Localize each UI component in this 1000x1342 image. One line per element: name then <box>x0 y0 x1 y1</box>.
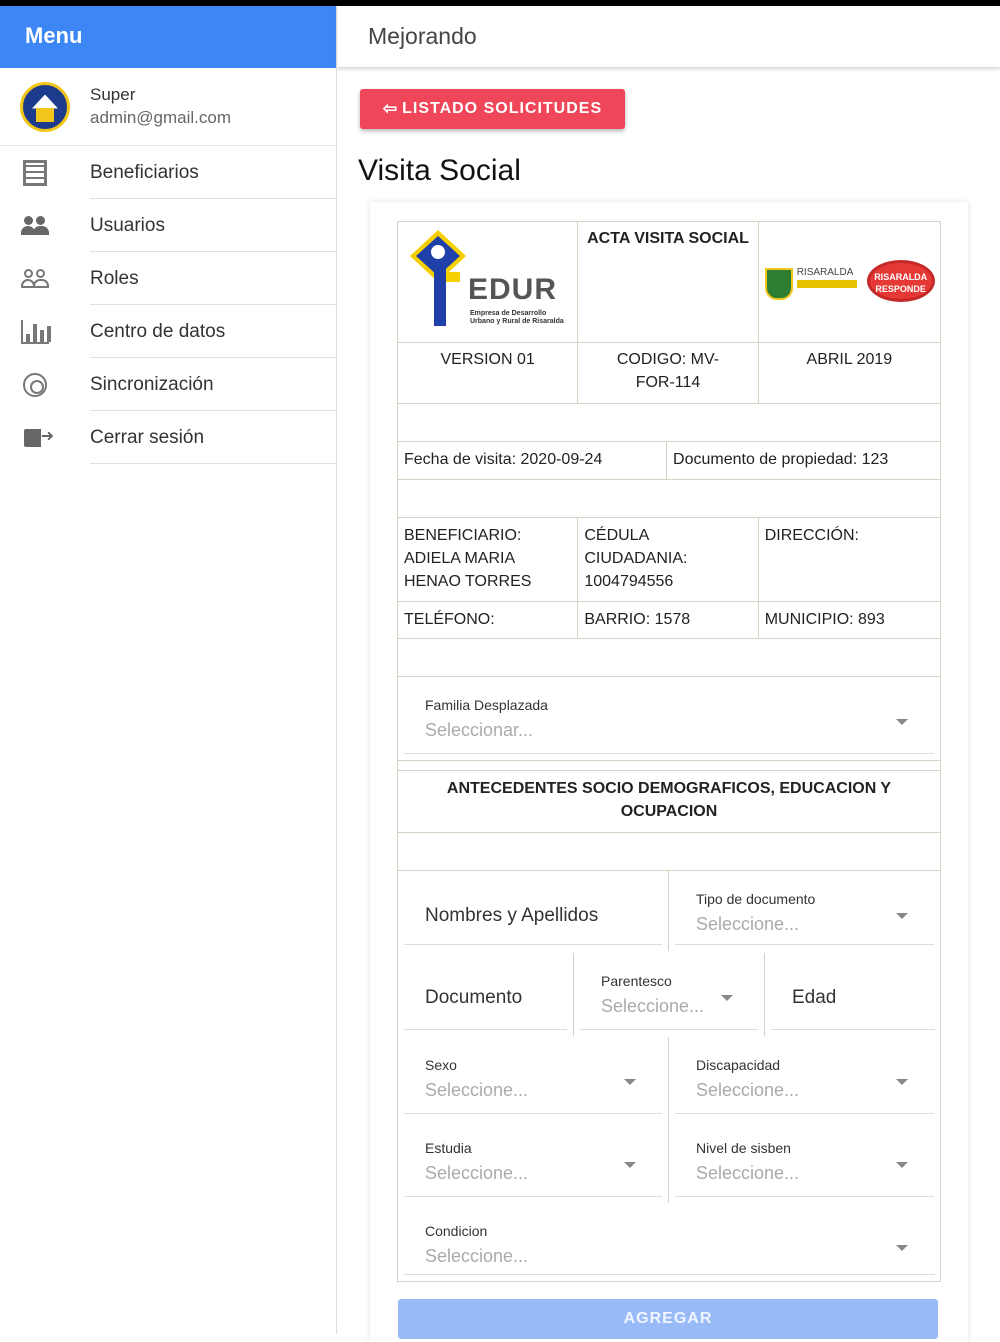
spacer-row <box>398 480 940 518</box>
spacer-row <box>398 833 940 871</box>
edur-logo <box>398 222 578 342</box>
sidebar-title: Menu <box>0 6 336 68</box>
fecha-visita: Fecha de visita: 2020-09-24 <box>398 442 667 479</box>
sexo-select[interactable] <box>398 1037 669 1120</box>
sexo-value: Seleccione... <box>425 1080 529 1100</box>
spacer-row <box>398 404 940 442</box>
direccion-cell: DIRECCIÓN: <box>764 527 859 544</box>
user-name: Super <box>90 85 136 104</box>
fecha-doc-cell: ABRIL 2019 <box>806 351 893 368</box>
nivel-sisben-label: Nivel de sisben <box>696 1140 791 1156</box>
main-content <box>338 6 1000 1334</box>
nivel-sisben-select[interactable] <box>669 1120 941 1203</box>
app-title: Mejorando <box>338 6 1000 68</box>
spacer-row <box>398 761 940 771</box>
sidebar-item-sincronizacion[interactable] <box>0 358 336 411</box>
familia-desplazada-label: Familia Desplazada <box>425 697 548 713</box>
listado-solicitudes-button[interactable] <box>360 89 625 129</box>
estudia-label: Estudia <box>425 1140 472 1156</box>
condicion-select[interactable] <box>398 1203 941 1281</box>
avatar <box>20 82 70 132</box>
form-header-row <box>398 222 940 343</box>
chevron-down-icon <box>896 719 908 725</box>
spacer-row <box>398 639 940 677</box>
back-arrow-icon: ⇦ <box>382 99 399 118</box>
edur-key-icon <box>408 228 468 328</box>
sidebar-item-label: Roles <box>90 267 139 289</box>
people-icon <box>21 216 49 236</box>
government-logos <box>759 222 940 342</box>
people-outline-icon <box>21 269 49 289</box>
beneficiario-cell: BENEFICIARIO: ADIELA MARIA HENAO TORRES <box>398 518 578 601</box>
risaralda-responde-badge: RISARALDA RESPONDE <box>867 260 935 302</box>
condicion-label: Condicion <box>425 1223 488 1239</box>
user-profile <box>0 68 336 146</box>
sidebar-item-label: Beneficiarios <box>90 161 199 183</box>
bar-chart-icon <box>21 320 49 344</box>
sidebar-nav <box>0 146 336 464</box>
member-form <box>398 871 940 1281</box>
building-icon <box>23 160 47 186</box>
condicion-value: Seleccione... <box>425 1246 529 1266</box>
beneficiario-row <box>398 518 940 602</box>
sidebar <box>0 6 337 1334</box>
sidebar-item-label: Centro de datos <box>90 320 226 342</box>
tipo-documento-select[interactable] <box>669 871 941 951</box>
contact-row <box>398 602 940 639</box>
gov-logo-text: RISARALDA <box>796 267 854 278</box>
sync-icon <box>23 373 47 397</box>
municipio-cell: MUNICIPIO: 893 <box>764 611 885 628</box>
sidebar-item-label: Sincronización <box>90 373 214 395</box>
form-card <box>370 202 968 1342</box>
edad-field[interactable] <box>765 953 941 1036</box>
listado-solicitudes-label: LISTADO SOLICITUDES <box>402 100 603 117</box>
documento-field[interactable] <box>398 953 574 1036</box>
logout-icon <box>24 429 46 447</box>
version-cell: VERSION 01 <box>398 343 578 403</box>
documento-propiedad: Documento de propiedad: 123 <box>673 451 889 468</box>
chevron-down-icon <box>624 1079 636 1085</box>
doc-title: ACTA VISITA SOCIAL <box>578 222 758 342</box>
barrio-cell: BARRIO: 1578 <box>578 602 758 638</box>
codigo-cell: CODIGO: MV-FOR-114 <box>578 343 758 403</box>
chevron-down-icon <box>624 1162 636 1168</box>
sidebar-item-centro-datos[interactable] <box>0 305 336 358</box>
sidebar-item-beneficiarios[interactable] <box>0 146 336 199</box>
section-title: ANTECEDENTES SOCIO DEMOGRAFICOS, EDUCACION Y OCUPACION <box>446 780 892 820</box>
estudia-select[interactable] <box>398 1120 669 1203</box>
parentesco-select[interactable] <box>574 953 765 1036</box>
cedula-cell: CÉDULA CIUDADANIA: 1004794556 <box>578 518 758 601</box>
nombres-field[interactable] <box>398 871 669 951</box>
discapacidad-value: Seleccione... <box>696 1080 800 1100</box>
sexo-label: Sexo <box>425 1057 457 1073</box>
chevron-down-icon <box>721 995 733 1001</box>
discapacidad-select[interactable] <box>669 1037 941 1120</box>
discapacidad-label: Discapacidad <box>696 1057 781 1073</box>
tipo-documento-value: Seleccione... <box>696 914 800 934</box>
form-meta-row <box>398 343 940 404</box>
chevron-down-icon <box>896 913 908 919</box>
risaralda-shield-icon <box>765 268 793 300</box>
chevron-down-icon <box>896 1079 908 1085</box>
edad-label: Edad <box>792 987 837 1008</box>
familia-desplazada-value: Seleccionar... <box>425 720 534 740</box>
fecha-row <box>398 442 940 480</box>
gov-logo-band <box>797 280 857 288</box>
nombres-label: Nombres y Apellidos <box>425 905 599 926</box>
parentesco-label: Parentesco <box>601 973 672 989</box>
sidebar-item-cerrar-sesion[interactable] <box>0 411 336 464</box>
nivel-sisben-value: Seleccione... <box>696 1163 800 1183</box>
user-email: admin@gmail.com <box>90 108 232 127</box>
familia-desplazada-select[interactable] <box>398 677 940 761</box>
tipo-documento-label: Tipo de documento <box>696 891 816 907</box>
chevron-down-icon <box>896 1162 908 1168</box>
edur-logo-subtitle: Empresa de Desarrollo Urbano y Rural de Risaralda <box>470 310 564 325</box>
sidebar-item-roles[interactable] <box>0 252 336 305</box>
telefono-cell: TELÉFONO: <box>398 602 578 638</box>
parentesco-value: Seleccione... <box>601 996 705 1016</box>
sidebar-item-label: Usuarios <box>90 214 165 236</box>
chevron-down-icon <box>896 1245 908 1251</box>
sidebar-item-usuarios[interactable] <box>0 199 336 252</box>
acta-form <box>397 221 941 1282</box>
page-title: Visita Social <box>358 154 521 187</box>
documento-label: Documento <box>425 987 523 1008</box>
agregar-button[interactable]: AGREGAR <box>398 1299 938 1339</box>
section-title-row <box>398 771 940 833</box>
sidebar-item-label: Cerrar sesión <box>90 426 205 448</box>
estudia-value: Seleccione... <box>425 1163 529 1183</box>
edur-logo-text: EDUR <box>468 273 558 306</box>
